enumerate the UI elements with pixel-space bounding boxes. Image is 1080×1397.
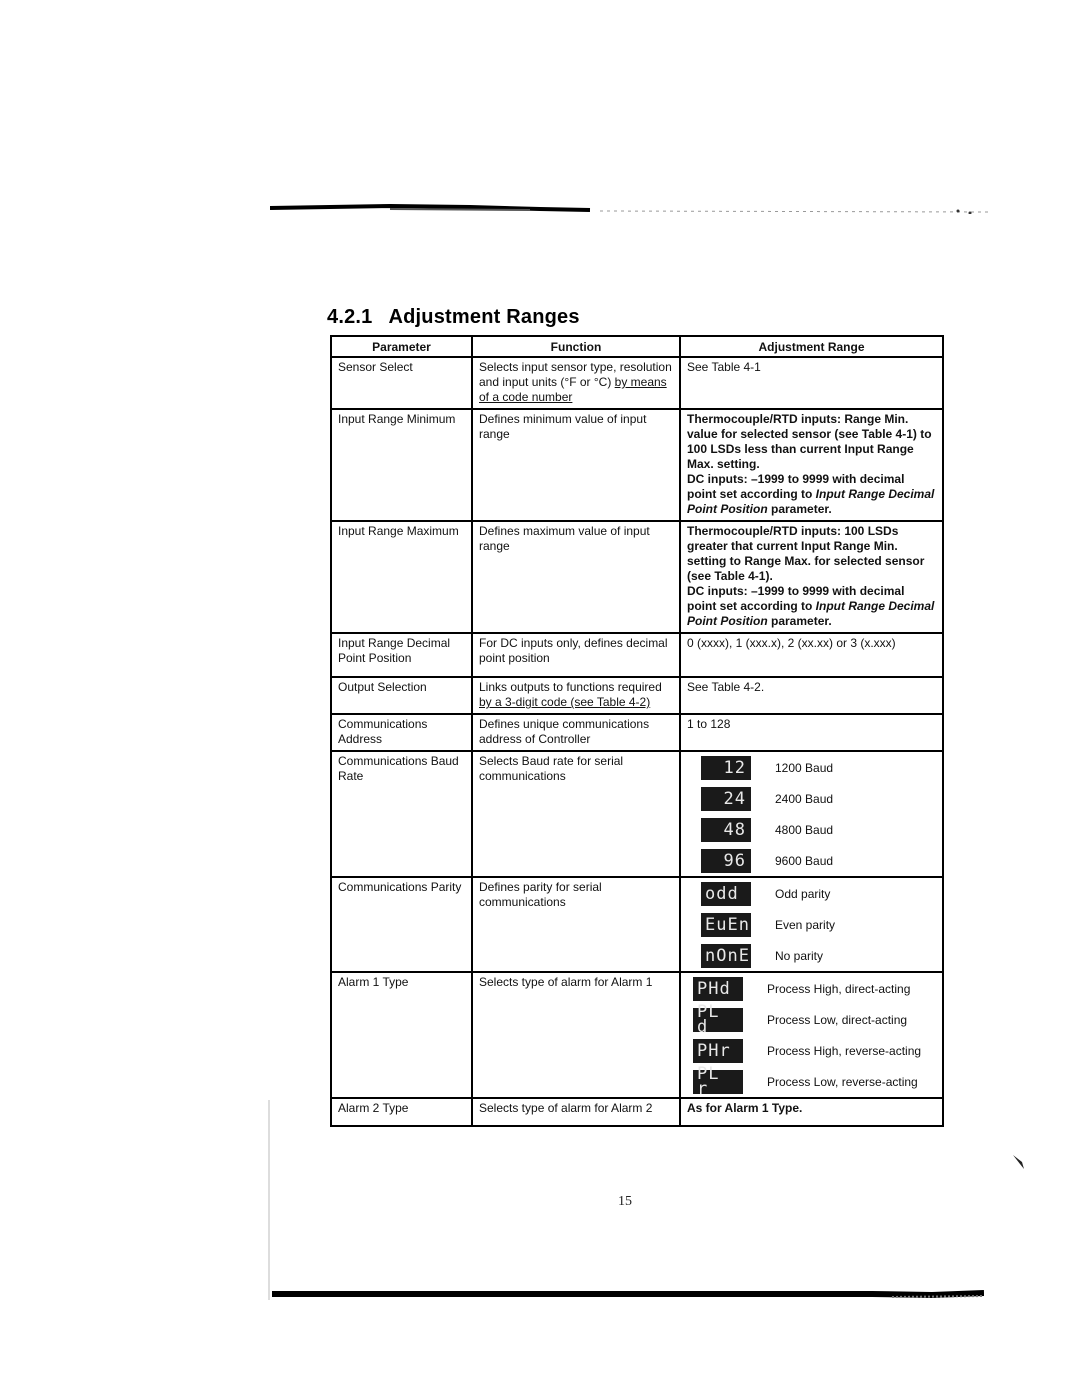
page-number: 15: [618, 1194, 632, 1209]
range-text: parameter.: [767, 502, 832, 516]
function-cell: Selects type of alarm for Alarm 1: [472, 972, 680, 1098]
option-label: Process High, reverse-acting: [767, 1043, 922, 1058]
option-label: Process Low, direct-acting: [767, 1012, 908, 1027]
option-row: [693, 1002, 936, 1037]
function-cell: [472, 677, 680, 714]
range-cell: As for Alarm 1 Type.: [680, 1098, 943, 1126]
option-row: [701, 818, 936, 842]
section-number: 4.2.1: [327, 306, 373, 328]
table-row: [331, 633, 943, 677]
range-text: –1999 to 9999 with decimal point set according to: [687, 472, 905, 501]
lcd-display: PL r: [693, 1070, 743, 1094]
range-cell: See Table 4-2.: [680, 677, 943, 714]
option-row: [701, 787, 936, 811]
option-label: Process High, direct-acting: [767, 981, 911, 996]
function-text-underlined: by a 3-digit code (see Table 4-2): [479, 695, 651, 709]
option-row: [693, 1039, 936, 1063]
table-row: [331, 751, 943, 877]
range-cell: [680, 877, 943, 972]
lcd-display: PL d: [693, 1008, 743, 1032]
param-cell: Output Selection: [331, 677, 472, 714]
option-row: [693, 977, 936, 1001]
header-function: Function: [472, 336, 680, 357]
scan-top-bar: [270, 200, 990, 214]
scan-speck: [1010, 1152, 1030, 1172]
range-cell: [680, 751, 943, 877]
lcd-display: PHr: [693, 1039, 743, 1063]
lcd-display: nOnE: [701, 944, 751, 968]
param-cell: Communications Address: [331, 714, 472, 751]
range-text: Range Min. value for selected sensor (see Table 4-1) to 100 LSDs less than current Input Range Max. setting.: [687, 412, 932, 471]
scan-bottom-bar: [272, 1288, 984, 1302]
option-label: 9600 Baud: [775, 853, 834, 868]
lcd-display: PHd: [693, 977, 743, 1001]
table-header-row: [331, 336, 943, 357]
param-cell: Alarm 1 Type: [331, 972, 472, 1098]
table-row: [331, 1098, 943, 1126]
function-text-underlined: by means of a code number: [479, 375, 667, 404]
range-cell: [680, 409, 943, 521]
param-cell: Input Range Minimum: [331, 409, 472, 521]
option-row: [701, 882, 936, 906]
option-label: Odd parity: [775, 886, 831, 901]
option-label: Even parity: [775, 917, 836, 932]
function-cell: Defines maximum value of input range: [472, 521, 680, 633]
lcd-display: 48: [701, 818, 751, 842]
lcd-display: odd: [701, 882, 751, 906]
range-italic: Input Range Decimal Point Position: [687, 487, 935, 516]
range-label: Thermocouple/RTD inputs:: [687, 412, 841, 426]
option-label: 1200 Baud: [775, 760, 834, 775]
param-cell: Sensor Select: [331, 357, 472, 409]
header-parameter: Parameter: [331, 336, 472, 357]
range-text: –1999 to 9999 with decimal point set according to: [687, 584, 905, 613]
range-cell: 0 (xxxx), 1 (xxx.x), 2 (xx.xx) or 3 (x.xxx): [680, 633, 943, 677]
option-label: Process Low, reverse-acting: [767, 1074, 918, 1089]
range-cell: 1 to 128: [680, 714, 943, 751]
function-cell: Selects Baud rate for serial communications: [472, 751, 680, 877]
range-cell: See Table 4-1: [680, 357, 943, 409]
option-row: [701, 944, 936, 968]
function-cell: For DC inputs only, defines decimal point position: [472, 633, 680, 677]
param-cell: Communications Parity: [331, 877, 472, 972]
baud-rate-options: [701, 754, 936, 873]
header-adjustment-range: Adjustment Range: [680, 336, 943, 357]
param-cell: Alarm 2 Type: [331, 1098, 472, 1126]
option-row: [701, 913, 936, 937]
function-cell: [472, 357, 680, 409]
option-row: [693, 1064, 936, 1099]
lcd-display: 12: [701, 756, 751, 780]
function-cell: Selects type of alarm for Alarm 2: [472, 1098, 680, 1126]
function-cell: Defines parity for serial communications: [472, 877, 680, 972]
table-row: [331, 877, 943, 972]
range-label: Thermocouple/RTD inputs:: [687, 524, 841, 538]
section-title: Adjustment Ranges: [388, 306, 580, 328]
section-heading: [327, 306, 580, 329]
adjustment-ranges-table: [330, 335, 944, 1127]
option-row: [701, 849, 936, 873]
option-label: 4800 Baud: [775, 822, 834, 837]
alarm-type-options: [693, 975, 936, 1099]
lcd-display: 96: [701, 849, 751, 873]
function-cell: Defines minimum value of input range: [472, 409, 680, 521]
table-row: [331, 521, 943, 633]
function-cell: Defines unique communications address of Controller: [472, 714, 680, 751]
table-row: [331, 357, 943, 409]
range-text: 100 LSDs greater that current Input Range Min. setting to Range Max. for selected sensor (see Table 4-1).: [687, 524, 925, 583]
param-cell: Input Range Decimal Point Position: [331, 633, 472, 677]
option-row: [701, 756, 936, 780]
range-label: DC inputs:: [687, 584, 748, 598]
param-cell: Communications Baud Rate: [331, 751, 472, 877]
table-row: [331, 972, 943, 1098]
option-label: 2400 Baud: [775, 791, 834, 806]
range-label: DC inputs:: [687, 472, 748, 486]
lcd-display: 24: [701, 787, 751, 811]
table-row: [331, 677, 943, 714]
param-cell: Input Range Maximum: [331, 521, 472, 633]
range-cell: [680, 972, 943, 1098]
option-label: No parity: [775, 948, 824, 963]
function-text: Links outputs to functions required: [479, 680, 662, 694]
range-cell: [680, 521, 943, 633]
table-row: [331, 409, 943, 521]
lcd-display: EuEn: [701, 913, 751, 937]
range-text: parameter.: [767, 614, 832, 628]
range-italic: Input Range Decimal Point Position: [687, 599, 935, 628]
parity-options: [701, 880, 936, 968]
table-row: [331, 714, 943, 751]
function-text: Selects input sensor type, resolution and input units (°F or °C): [479, 360, 672, 389]
